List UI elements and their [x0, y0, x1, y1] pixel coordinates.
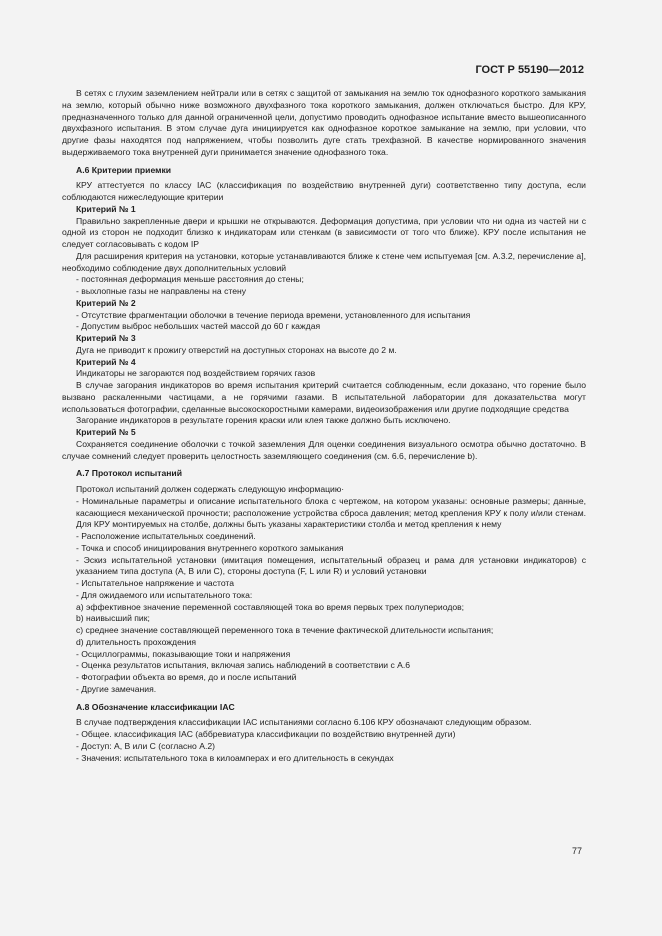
paragraph: КРУ аттестуется по классу IAC (классификация по воздействию внутренней дуги) соответственно типу доступа, если соблюдаются нижеследующие критерии	[62, 180, 586, 202]
criterion-heading: Критерий № 5	[76, 427, 136, 437]
section-heading: А.6 Критерии приемки	[76, 164, 172, 175]
standard-designation: ГОСТ Р 55190—2012	[475, 64, 584, 76]
list-item: - Отсутствие фрагментации оболочки в течение периода времени, установленного для испытания	[76, 309, 471, 320]
list-item: - Допустим выброс небольших частей массой до 60 г каждая	[76, 321, 321, 332]
list-item: c) среднее значение составляющей переменного тока в течение фактической длительности испытания;	[76, 625, 494, 635]
list-item: - Осциллограммы, показывающие токи и напряжения	[76, 648, 291, 659]
criterion-heading: Критерий № 1	[76, 203, 136, 214]
list-item: - Расположение испытательных соединений.	[76, 531, 256, 541]
list-item: b) наивысший пик;	[76, 613, 150, 624]
list-item: - Значения: испытательного тока в килоамперах и его длительность в секундах	[76, 752, 394, 763]
section-heading: А.8 Обозначение классификации IAC	[76, 701, 235, 712]
list-item: - выхлопные газы не направлены на стену	[76, 286, 247, 296]
list-item: a) эффективное значение переменной составляющей тока во время первых трех полупериодов;	[76, 601, 465, 612]
list-item: - постоянная деформация меньше расстояния до стены;	[76, 274, 304, 285]
list-item: - Фотографии объекта во время, до и после испытаний	[76, 672, 297, 682]
list-item: - Точка и способ инициирования внутреннего короткого замыкания	[76, 542, 344, 553]
list-item: - Общее. классификация IAC (аббревиатура классификации по воздействию внутренней дуги)	[76, 729, 456, 739]
list-item: - Для ожидаемого или испытательного тока:	[76, 589, 253, 600]
paragraph: Загорание индикаторов в результате горения краски или клея также должно быть исключено.	[76, 415, 451, 426]
list-item: - Доступ: А, В или С (согласно А.2)	[76, 740, 215, 751]
criterion-heading: Критерий № 4	[76, 356, 136, 367]
criterion-heading: Критерий № 3	[76, 333, 136, 343]
paragraph: Для расширения критерия на установки, которые устанавливаются ближе к стене чем испытуемая [см. А.3.2, перечисление а], необходимо соблюдение двух дополнительных условий	[62, 250, 586, 273]
list-item: - Оценка результатов испытания, включая запись наблюдений в соответствии с А.6	[76, 660, 411, 671]
paragraph: Индикаторы не загораются под воздействием горячих газов	[76, 368, 316, 379]
criterion-heading: Критерий № 2	[76, 297, 136, 308]
paragraph: Дуга не приводит к прожигу отверстий на доступных сторонах на высоте до 2 м.	[76, 344, 397, 355]
list-item: d) длительность прохождения	[76, 636, 197, 647]
list-item: - Номинальные параметры и описание испытательного блока с чертежом, на котором указаны: основные размеры; данные, касающиеся механической прочности; расположение устройства сброса давления; метод крепления КРУ к полу и/или стенам. Для КРУ монтируемых на столбе, должны быть указаны характеристики столба и метод крепления к нему	[76, 495, 586, 530]
body-text	[62, 88, 586, 764]
list-item: - Эскиз испытательной установки (имитация помещения, испытательный образец и рама для установки индикаторов) с указанием типа доступа (А, В или С), стороны доступа (F, L или R) и условий установки	[76, 554, 586, 577]
paragraph: В сетях с глухим заземлением нейтрали или в сетях с защитой от замыкания на землю ток однофазного короткого замыкания на землю, который обычно ниже возможного двухфазного тока короткого замыкания, должен отключаться быстро. Для КРУ, предназначенного только для данной ограниченной цели, допустимо проводить однофазное испытание вместо вышеописанного двухфазного испытания. В этом случае дуга инициируется как однофазное короткое замыкание на землю, при условии, что другие фазы находятся под напряжением, чтобы позволить дуге стать трехфазной. В качестве нормированного значения выдерживаемого тока внутренней дуги принимается значение однофазного тока.	[62, 88, 586, 157]
section-heading: А.7 Протокол испытаний	[76, 468, 182, 479]
page-number: 77	[571, 846, 582, 856]
paragraph: В случае загорания индикаторов во время испытания критерий считается соблюденным, если доказано, что горение было вызвано раскаленными частицами, а не горячими газами. В испытательной лаборатории для доказательства могут использоваться фотографии, сделанные высокоскоростными камерами, видеоизображения или другие подходящие средства	[62, 380, 586, 414]
paragraph: Протокол испытаний должен содержать следующую информацию·	[76, 484, 345, 494]
paragraph: Сохраняется соединение оболочки с точкой заземления Для оценки соединения визуального осмотра обычно достаточно. В случае сомнений следует проверить целостность заземляющего соединения (см. 6.6, перечисление b).	[62, 438, 586, 461]
list-item: - Испытательное напряжение и частота	[76, 578, 235, 588]
list-item: - Другие замечания.	[76, 683, 157, 694]
paragraph: Правильно закрепленные двери и крышки не открываются. Деформация допустима, при условии что ни одна из частей ни с одной из сторон не подходит близко к индикаторам или стенкам (в зависимости от того что ближе). КРУ после испытания не следует согласовывать с кодом IP	[62, 215, 586, 249]
paragraph: В случае подтверждения классификации IAC испытаниями согласно 6.106 КРУ обозначают следующим образом.	[76, 717, 532, 728]
